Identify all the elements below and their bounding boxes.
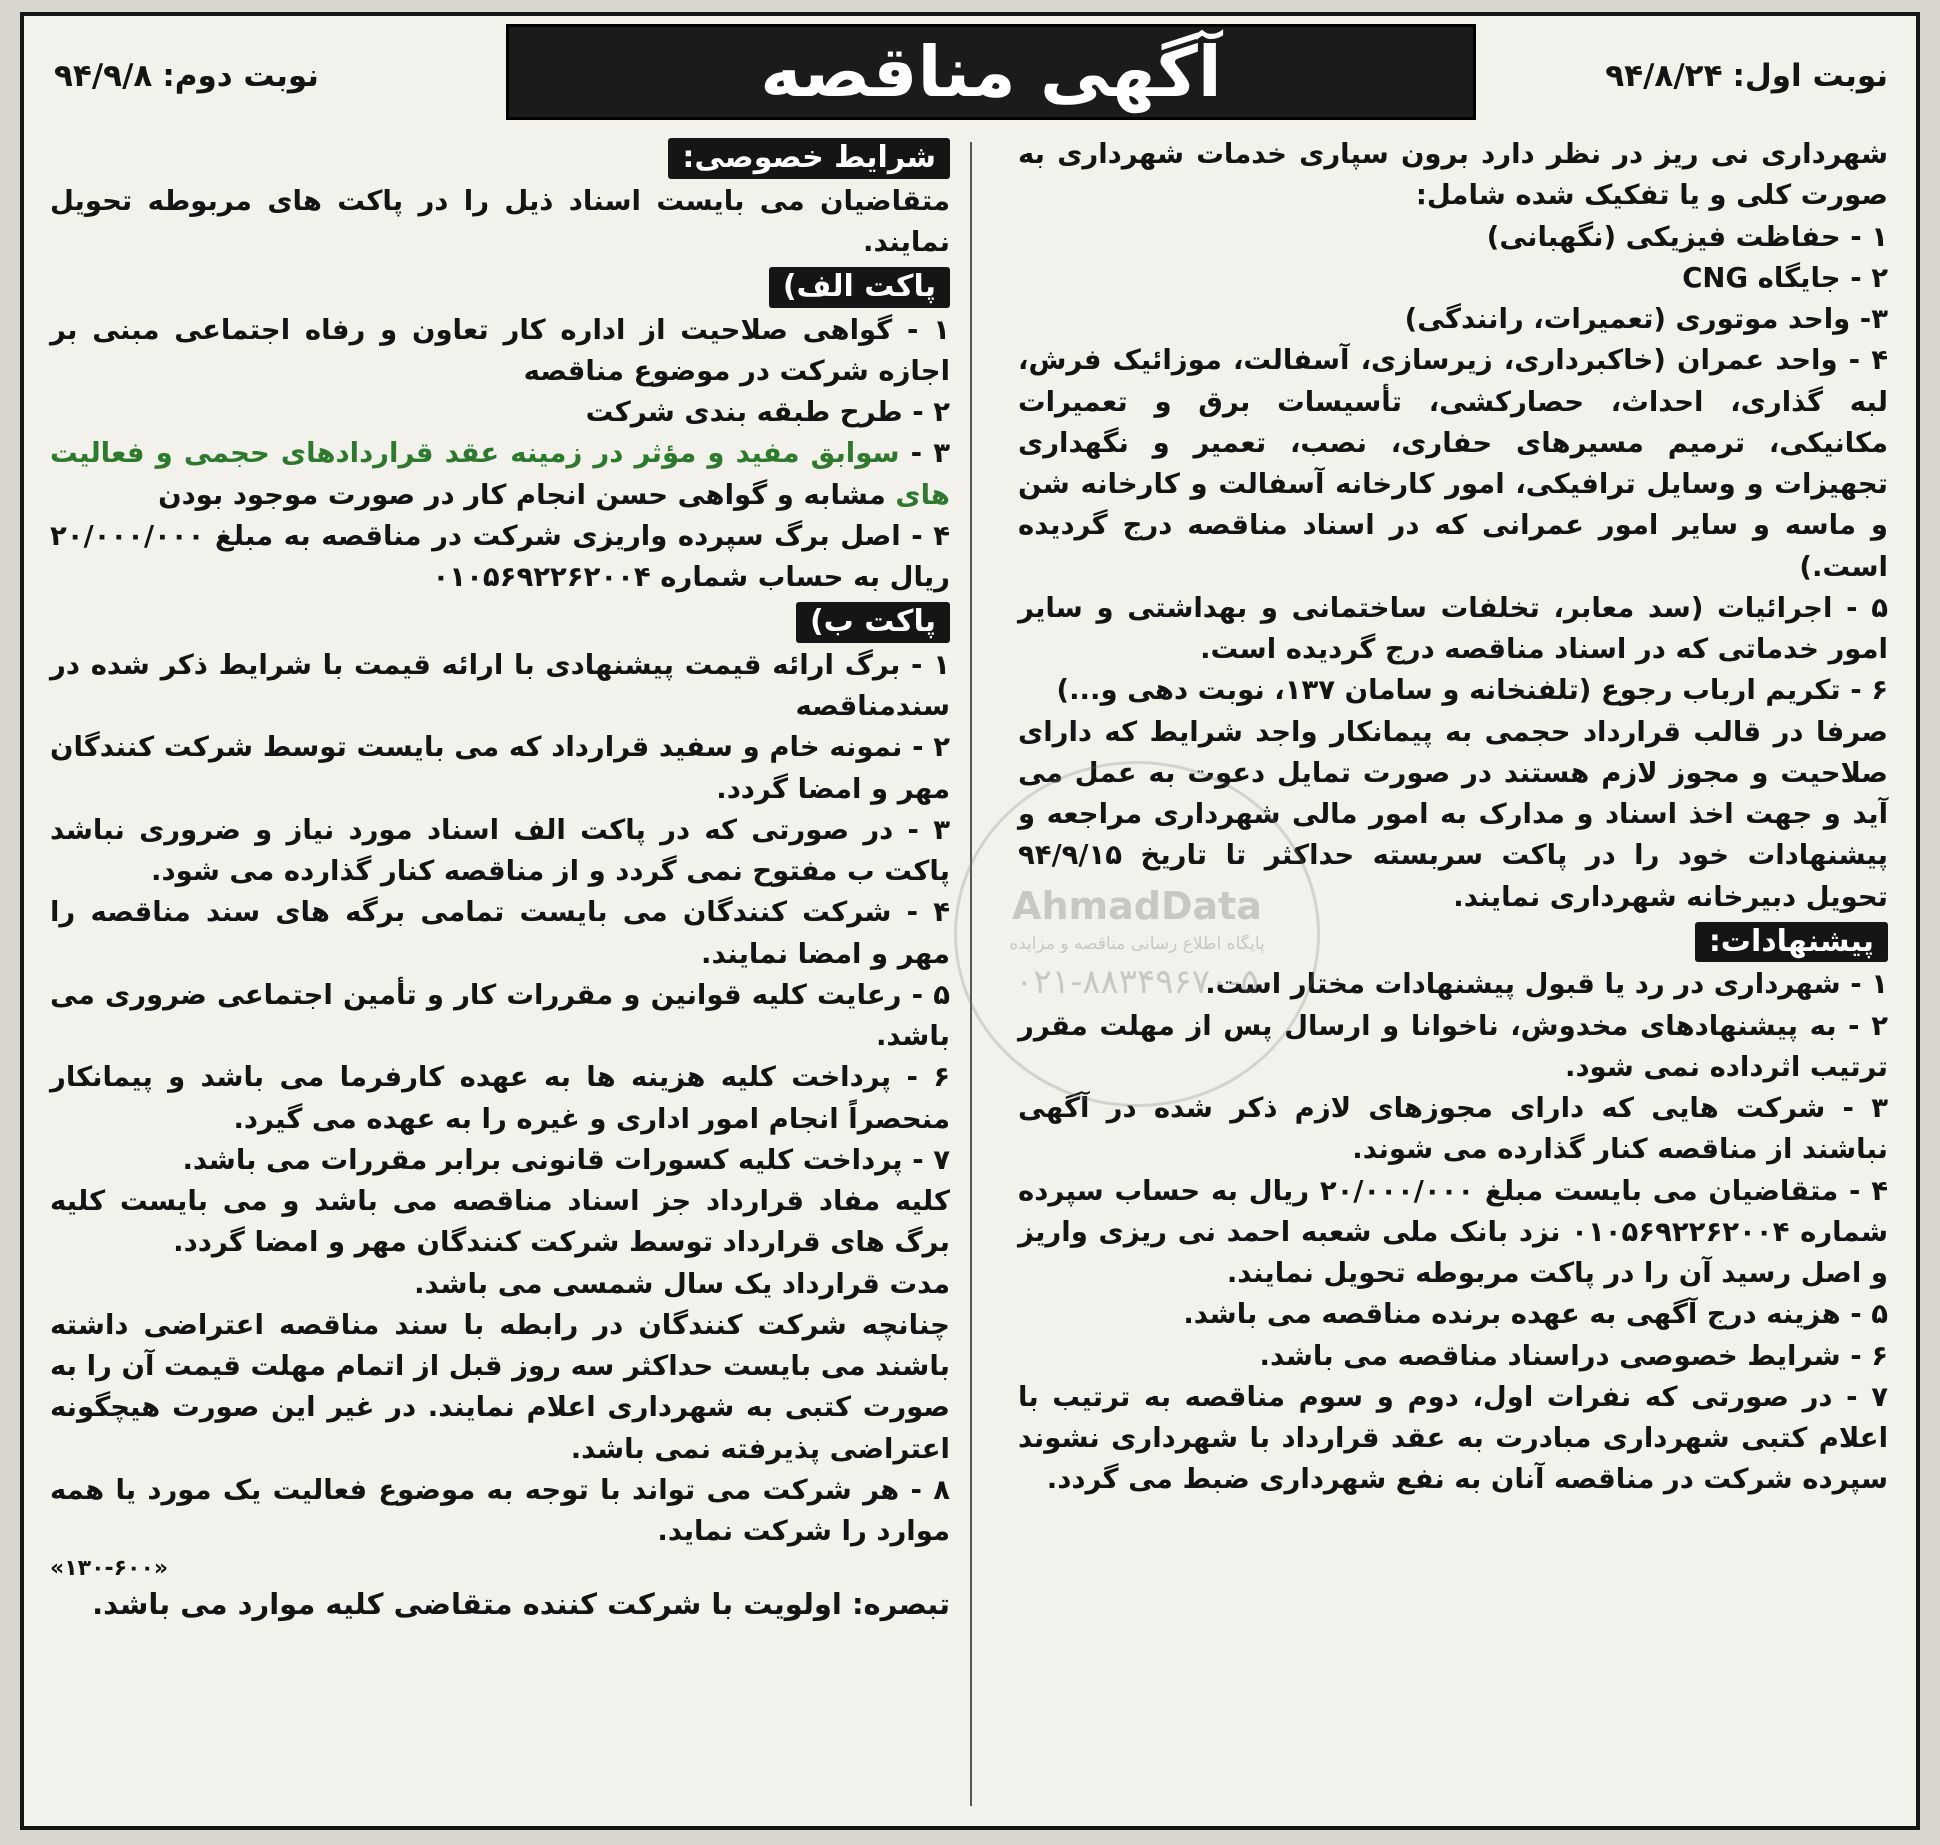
contract-note: کلیه مفاد قرارداد جز اسناد مناقصه می باشد و می بایست کلیه برگ های قرارداد توسط شرکت کنندگان مهر و امضا گردد. [50, 1185, 950, 1259]
service-item: ۱ - حفاظت فیزیکی (نگهبانی) [1486, 220, 1888, 253]
packet-a-label: پاکت الف) [769, 267, 950, 308]
second-issue [54, 58, 319, 94]
packet-b-item: ۳ - در صورتی که در پاکت الف اسناد مورد نیاز و ضروری نباشد پاکت ب مفتوح نمی گردد و از مناقصه کنار گذارده می شود. [50, 813, 950, 887]
watermark-phone: ۰۲۱-۸۸۳۴۹۶۷۰-۵ [1015, 962, 1259, 1002]
offer-item: ۷ - در صورتی که نفرات اول، دوم و سوم مناقصه به ترتیب با اعلام کتبی شهرداری مبادرت به عقد قرارداد با شهرداری نشوند سپرده شرکت در مناقصه آنان به نفع شهرداری ضبط می گردد. [1018, 1380, 1888, 1496]
service-item: ۴ - واحد عمران (خاکبرداری، زیرسازی، آسفالت، موزائیک فرش، لبه گذاری، احداث، حصارکشی، تأسیسات برق و تعمیرات مکانیکی، ترمیم مسیرهای حفاری، نصب، تعمیر و نگهداری تجهیزات و وسایل ترافیکی، امور کارخانه آسفالت و کارخانه شن و ماسه و سایر امور عمرانی که در اسناد مناقصه درج گردیده است.) [1018, 344, 1888, 583]
watermark-caption: پایگاه اطلاع رسانی مناقصه و مزایده [1009, 934, 1265, 954]
offer-item: ۳ - شرکت هایی که دارای مجوزهای لازم ذکر شده در آگهی نباشند از مناقصه کنار گذارده می شوند. [1018, 1092, 1888, 1166]
duration-note: مدت قرارداد یک سال شمسی می باشد. [414, 1267, 950, 1300]
notice-title: آگهی مناقصه [506, 24, 1476, 120]
right-column [1018, 134, 1888, 1812]
note-tabsere: تبصره: اولویت با شرکت کننده متقاضی کلیه موارد می باشد. [92, 1586, 950, 1621]
ad-code: «۱۳۰-۶۰۰» [50, 1556, 169, 1582]
packet-a-item: ۴ - اصل برگ سپرده واریزی شرکت در مناقصه به مبلغ ۲۰/۰۰۰/۰۰۰ ریال به حساب شماره ۰۱۰۵۶۹۲۲۶۲۰۰۴ [50, 519, 950, 593]
packet-a-item3-prefix: ۳ - [899, 437, 950, 470]
second-issue-label: نوبت دوم: [162, 58, 319, 94]
service-item: ۳- واحد موتوری (تعمیرات، رانندگی) [1404, 303, 1888, 335]
packet-b-item: ۷ - پرداخت کلیه کسورات قانونی برابر مقررات می باشد. [182, 1143, 950, 1176]
item-8: ۸ - هر شرکت می تواند با توجه به موضوع فعالیت یک مورد یا همه موارد را شرکت نماید. [50, 1473, 950, 1547]
left-column [50, 134, 950, 1812]
packet-a-item: ۱ - گواهی صلاحیت از اداره کار تعاون و رفاه اجتماعی مبنی بر اجازه شرکت در موضوع مناقصه [50, 313, 950, 387]
first-issue-label: نوبت اول: [1732, 58, 1888, 94]
objection-note: چنانچه شرکت کنندگان در رابطه با سند مناقصه اعتراضی داشته باشند می بایست حداکثر سه روز قبل از اتمام مهلت قیمت آن را به صورت کتبی به شهرداری اعلام نمایند. در غیر این صورت هیچگونه اعتراضی پذیرفته نمی باشد. [50, 1308, 950, 1465]
first-issue [1605, 58, 1888, 94]
offer-item: ۶ - شرایط خصوصی دراسناد مناقصه می باشد. [1259, 1339, 1888, 1372]
tender-notice [20, 12, 1920, 1830]
body-paragraph: صرفا در قالب قرارداد حجمی به پیمانکار واجد شرایط که دارای صلاحیت و مجوز لازم هستند در صورت تمایل دعوت به عمل می آید و جهت اخذ اسناد و مدارک به امور مالی شهرداری مراجعه و پیشنهادات خود را در پاکت سربسته حداکثر تا تاریخ ۹۴/۹/۱۵ تحویل دبیرخانه شهرداری نمایند. [1018, 715, 1888, 913]
service-item: ۲ - جایگاه CNG [1682, 261, 1888, 294]
packet-a-item [50, 433, 950, 516]
packet-a-item3-highlight: سوابق مفید و مؤثر در زمینه عقد قراردادهای حجمی و فعالیت های [50, 437, 950, 511]
second-issue-date: ۹۴/۹/۸ [54, 58, 153, 94]
packet-b-item: ۲ - نمونه خام و سفید قرارداد که می بایست توسط شرکت کنندگان مهر و امضا گردد. [50, 731, 950, 805]
offer-item: ۵ - هزینه درج آگهی به عهده برنده مناقصه می باشد. [1183, 1298, 1888, 1331]
packet-a-item: ۲ - طرح طبقه بندی شرکت [585, 396, 950, 428]
notice-header [24, 16, 1916, 126]
packet-b-item: ۶ - پرداخت کلیه هزینه ها به عهده کارفرما می باشد و پیمانکار منحصراً انجام امور اداری و غیره را به عهده می گیرد. [50, 1061, 950, 1135]
special-intro: متقاضیان می بایست اسناد ذیل را در پاکت های مربوطه تحویل نمایند. [50, 184, 950, 258]
column-divider [970, 142, 972, 1806]
offer-item: ۲ - به پیشنهادهای مخدوش، ناخوانا و ارسال پس از مهلت مقرر ترتیب اثرداده نمی شود. [1018, 1009, 1888, 1083]
packet-a-item3-rest: مشابه و گواهی حسن انجام کار در صورت موجود بودن [158, 478, 896, 511]
intro-paragraph: شهرداری نی ریز در نظر دارد برون سپاری خدمات شهرداری به صورت کلی و یا تفکیک شده شامل: [1018, 138, 1888, 212]
offer-item: ۴ - متقاضیان می بایست مبلغ ۲۰/۰۰۰/۰۰۰ ریال به حساب سپرده شماره ۰۱۰۵۶۹۲۲۶۲۰۰۴ نزد بانک ملی شعبه احمد نی ریزی واریز و اصل رسید آن را در پاکت مربوطه تحویل نمایند. [1018, 1174, 1888, 1289]
packet-b-item: ۴ - شرکت کنندگان می بایست تمامی برگه های سند مناقصه را مهر و امضا نمایند. [50, 896, 950, 970]
service-item: ۵ - اجرائیات (سد معابر، تخلفات ساختمانی و بهداشتی و سایر امور خدماتی که در اسناد مناقصه درج گردیده است. [1018, 591, 1888, 665]
first-issue-date: ۹۴/۸/۲۴ [1605, 58, 1723, 94]
offers-label: پیشنهادات: [1695, 922, 1888, 963]
special-conditions-label: شرایط خصوصی: [668, 138, 950, 179]
watermark-brand: AhmadData [1012, 884, 1262, 928]
packet-b-item: ۵ - رعایت کلیه قوانین و مقررات کار و تأمین اجتماعی ضروری می باشد. [50, 978, 950, 1052]
offer-item: ۱ - شهرداری در رد یا قبول پیشنهادات مختار است. [1205, 968, 1888, 1001]
service-item: ۶ - تکریم ارباب رجوع (تلفنخانه و سامان ۱۳۷، نوبت دهی و...) [1056, 674, 1888, 707]
packet-b-item: ۱ - برگ ارائه قیمت پیشنهادی با ارائه قیمت با شرایط ذکر شده در سندمناقصه [50, 648, 950, 722]
packet-b-label: پاکت ب) [796, 602, 950, 643]
